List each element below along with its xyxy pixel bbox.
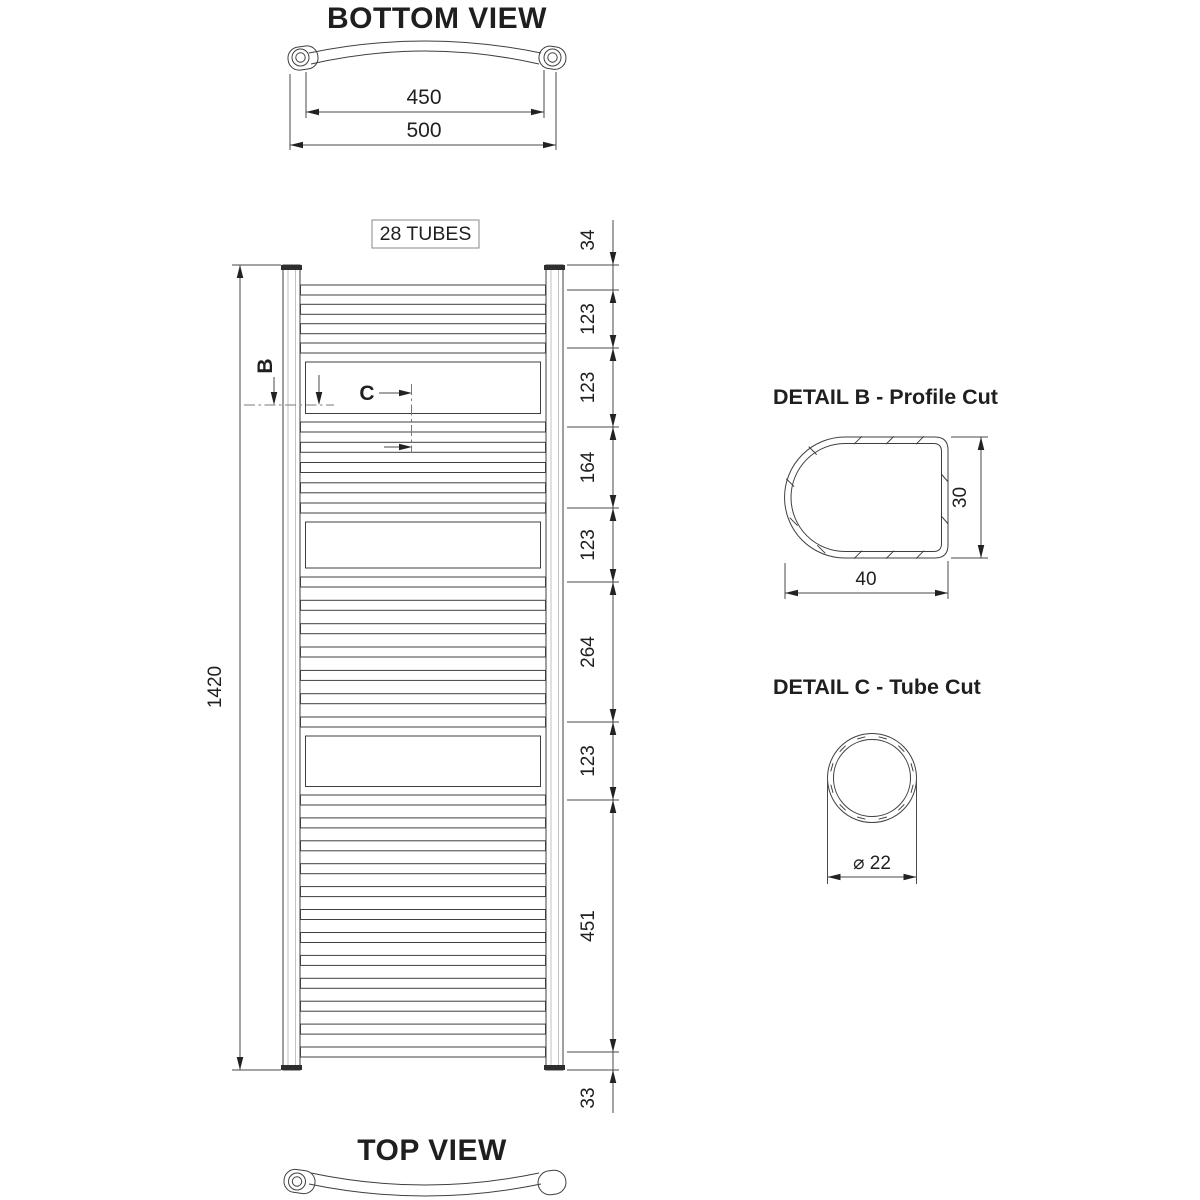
left-bracket xyxy=(287,45,320,72)
detail-c xyxy=(773,675,981,884)
tube xyxy=(301,285,546,295)
dim-arrow xyxy=(531,109,544,116)
right-bracket-hole xyxy=(548,53,557,62)
hatch-tick xyxy=(879,817,887,819)
dim-arrow xyxy=(610,582,617,595)
tube xyxy=(301,933,546,943)
left-bracket-hole xyxy=(292,1177,301,1186)
top-view-title: TOP VIEW xyxy=(357,1134,507,1167)
hatch-tick xyxy=(941,516,948,524)
hatch-tick xyxy=(857,817,865,819)
tube xyxy=(301,483,546,493)
dim-arrow xyxy=(785,590,798,597)
dim-arrow xyxy=(935,590,948,597)
tube-count-label: 28 TUBES xyxy=(379,223,472,245)
dim-arrow xyxy=(610,508,617,521)
tube xyxy=(301,670,546,680)
tube xyxy=(301,324,546,334)
dim-label-40: 40 xyxy=(855,569,877,590)
dim-arrow xyxy=(978,545,985,558)
section-b-label: B xyxy=(254,358,277,374)
curved-rail-bottom-edge xyxy=(309,1184,541,1196)
right-rail-top-cap xyxy=(544,265,565,270)
hatch-tick xyxy=(857,737,865,739)
profile-hatch-ticks xyxy=(786,436,948,559)
left-bracket-hole xyxy=(296,53,305,62)
hatch-tick xyxy=(911,763,913,771)
profile-inner-wall xyxy=(791,444,942,552)
dim-label-1420: 1420 xyxy=(205,665,226,709)
tube xyxy=(301,343,546,353)
section-b-arrow xyxy=(316,392,323,405)
curved-rail-bottom-edge xyxy=(311,51,539,64)
dim-label-500: 500 xyxy=(406,119,442,142)
bottom-view-title: BOTTOM VIEW xyxy=(327,2,547,35)
tube xyxy=(301,1047,546,1057)
dim-arrow xyxy=(610,290,617,303)
curved-rail-top-edge xyxy=(311,1173,539,1185)
tube-hatch-ticks xyxy=(831,737,913,819)
left-rail xyxy=(283,265,300,1070)
tube xyxy=(301,717,546,727)
dim-label-450: 450 xyxy=(406,86,442,109)
left-bracket-hole-outer xyxy=(289,1173,306,1190)
tube xyxy=(301,624,546,634)
dim-arrow xyxy=(610,252,617,265)
dim-label-30: 30 xyxy=(950,486,971,509)
tube xyxy=(301,841,546,851)
tube xyxy=(301,910,546,920)
dim-arrow xyxy=(306,109,319,116)
hatch-tick xyxy=(831,785,833,793)
dim-label-264: 264 xyxy=(578,636,599,668)
main-view xyxy=(205,220,619,1113)
tube xyxy=(301,577,546,587)
tube xyxy=(301,463,546,473)
tube xyxy=(301,1001,546,1011)
dim-label-123: 123 xyxy=(578,303,599,335)
tube xyxy=(301,442,546,452)
left-rail-top-cap xyxy=(281,265,302,270)
tube-group-gap xyxy=(306,522,541,568)
tube xyxy=(301,647,546,657)
dim-label-164: 164 xyxy=(578,451,599,484)
right-end-cap xyxy=(536,1169,567,1197)
tube xyxy=(301,600,546,610)
dim-label-diameter: ⌀ 22 xyxy=(853,853,891,874)
dim-arrow xyxy=(290,142,303,149)
dim-arrow xyxy=(610,1039,617,1052)
detail-b xyxy=(773,385,998,599)
right-rail-bottom-cap xyxy=(544,1065,565,1070)
dim-arrow xyxy=(610,569,617,582)
profile-outer-wall xyxy=(785,437,948,558)
right-dimension-chain xyxy=(567,220,619,1113)
right-bracket-hole-outer xyxy=(544,49,561,66)
dim-arrow xyxy=(610,787,617,800)
left-bracket xyxy=(283,1168,317,1195)
dim-arrow xyxy=(237,1057,244,1070)
hatch-tick xyxy=(831,763,833,771)
dim-arrow xyxy=(828,874,841,881)
hatch-tick xyxy=(911,785,913,793)
tube xyxy=(301,864,546,874)
section-c-label: C xyxy=(359,382,375,405)
left-bracket-hole-outer xyxy=(292,49,309,66)
dim-arrow xyxy=(610,335,617,348)
dim-arrow xyxy=(610,1070,617,1083)
tube xyxy=(301,304,546,314)
left-rail-bottom-cap xyxy=(281,1065,302,1070)
dim-arrow xyxy=(543,142,556,149)
dim-arrow xyxy=(237,265,244,278)
tube xyxy=(301,887,546,897)
tube xyxy=(301,503,546,513)
dim-label-123: 123 xyxy=(578,371,599,404)
section-c-arrow xyxy=(399,390,412,397)
dim-label-451: 451 xyxy=(578,910,599,942)
dim-arrow xyxy=(610,495,617,508)
tube xyxy=(301,1024,546,1034)
dim-arrow xyxy=(904,874,917,881)
dim-arrow xyxy=(610,722,617,735)
tube-group-gap xyxy=(306,362,541,414)
right-rail xyxy=(546,265,563,1070)
dim-arrow xyxy=(610,709,617,722)
dim-arrow xyxy=(610,427,617,440)
hatch-tick xyxy=(809,447,817,455)
tube xyxy=(301,795,546,805)
tube-group-gap xyxy=(306,736,541,787)
dim-label-33: 33 xyxy=(578,1087,599,1109)
dim-arrow xyxy=(978,437,985,450)
tube-outer-wall xyxy=(828,734,917,823)
tube xyxy=(301,955,546,965)
tubes-group xyxy=(301,285,546,1057)
hatch-tick xyxy=(879,737,887,739)
tube xyxy=(301,818,546,828)
dim-arrow xyxy=(610,348,617,361)
top-view xyxy=(283,1134,568,1196)
detail-b-title: DETAIL B - Profile Cut xyxy=(773,385,998,409)
dim-label-123: 123 xyxy=(578,745,599,777)
dim-label-34: 34 xyxy=(578,229,599,251)
dim-label-123: 123 xyxy=(578,529,599,561)
dim-arrow xyxy=(610,414,617,427)
dim-arrow xyxy=(610,800,617,813)
tube xyxy=(301,694,546,704)
detail-c-title: DETAIL C - Tube Cut xyxy=(773,675,981,699)
tube-inner-wall xyxy=(834,740,911,817)
bottom-view xyxy=(287,2,568,150)
hatch-tick xyxy=(941,474,948,482)
tube xyxy=(301,422,546,432)
section-b-arrow xyxy=(271,392,278,405)
tube xyxy=(301,978,546,988)
